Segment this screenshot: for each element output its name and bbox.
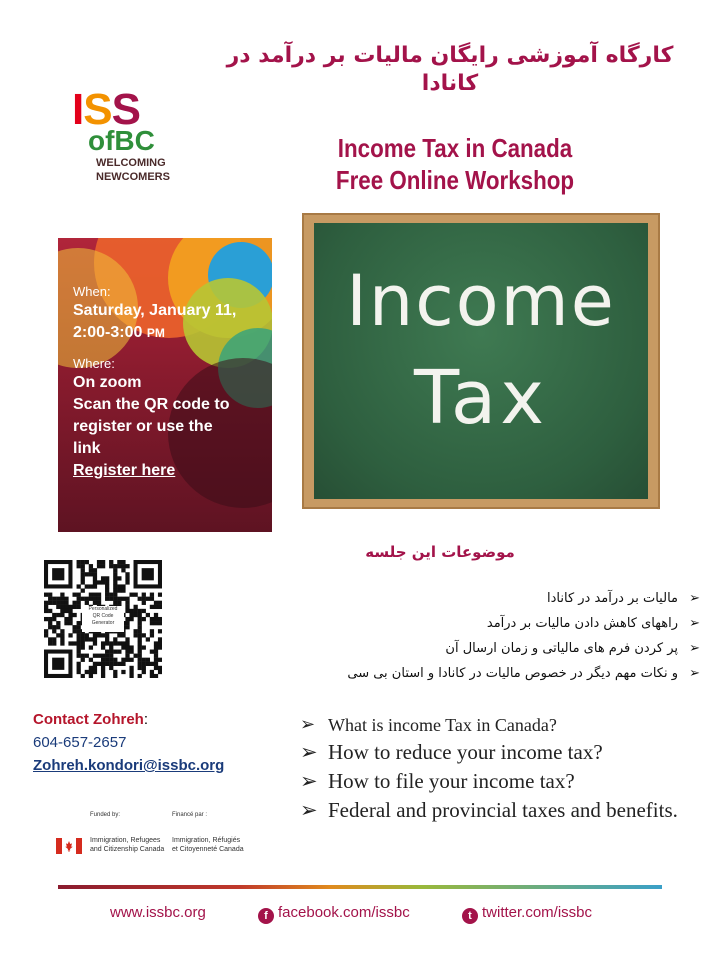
chalk-text-tax: Tax — [413, 355, 549, 441]
list-item: ➢ و نکات مهم دیگر در خصوص مالیات در کانادا و استان بی سی — [222, 661, 700, 686]
logo-tagline-line1: WELCOMING — [96, 157, 166, 169]
canada-flag-icon — [56, 838, 82, 854]
qr-code[interactable] — [44, 560, 162, 678]
dept-name-en: Immigration, Refugees and Citizenship Canada — [90, 837, 165, 853]
list-item: ➢ How to file your income tax? — [298, 767, 696, 796]
arrow-icon: ➢ — [300, 740, 318, 764]
twitter-link-text: twitter.com/issbc — [482, 904, 593, 921]
list-item: ➢ What is income Tax in Canada? — [298, 712, 696, 738]
chalkboard-surface — [314, 223, 648, 499]
contact-block — [33, 708, 263, 777]
where-label: Where: — [73, 356, 115, 371]
twitter-link[interactable] — [462, 904, 592, 924]
contact-colon: : — [143, 711, 149, 728]
logo-tagline-line2: NEWCOMERS — [96, 171, 170, 183]
dept-name-fr: Immigration, Réfugiés et Citoyenneté Canada — [172, 837, 244, 853]
list-item: ➢ مالیات بر درآمد در کانادا — [222, 586, 700, 611]
when-time-pm: PM — [146, 326, 165, 340]
topics-heading: موضوعات این جلسه — [365, 543, 515, 561]
arrow-icon: ➢ — [689, 666, 700, 681]
english-topics-list — [298, 712, 696, 825]
list-item: ➢ راههای کاهش دادن مالیات بر درآمد — [222, 611, 700, 636]
qr-caption-line1: Personalized — [88, 606, 118, 612]
arrow-icon: ➢ — [689, 641, 700, 656]
logo-letter-s1: S — [83, 85, 112, 134]
footer-color-stripe — [58, 885, 662, 889]
arrow-icon: ➢ — [689, 616, 700, 631]
twitter-icon: t — [462, 908, 478, 924]
funding-block — [54, 812, 274, 868]
logo-tagline — [96, 156, 170, 184]
finance-par-label: Financé par : — [172, 812, 208, 818]
issbc-logo — [70, 85, 180, 198]
persian-title: کارگاه آموزشی رایگان مالیات بر درآمد در کانادا — [226, 43, 674, 96]
logo-letter-i: I — [72, 85, 84, 134]
qr-caption-line3: Generator — [91, 620, 115, 626]
where-line-1: On zoom — [73, 374, 142, 391]
contact-email-link[interactable]: Zohreh.kondori@issbc.org — [33, 757, 225, 774]
when-time: 2:00-3:00 PM — [73, 324, 165, 341]
arrow-icon: ➢ — [300, 769, 318, 793]
facebook-link-text: facebook.com/issbc — [278, 904, 410, 921]
english-title-line1: Income Tax in Canada — [337, 133, 573, 163]
when-date: Saturday, January 11, — [73, 302, 237, 319]
event-info-panel — [58, 238, 272, 532]
english-title-line2: Free Online Workshop — [335, 165, 575, 195]
logo-letter-s2: S — [111, 85, 140, 134]
contact-name: Contact Zohreh — [33, 711, 144, 728]
facebook-link[interactable] — [258, 904, 410, 924]
list-item: ➢ پر کردن فرم های مالیاتی و زمان ارسال آن — [222, 636, 700, 661]
chalk-text-income: Income — [346, 260, 616, 342]
where-line-4: link — [73, 440, 101, 457]
register-link[interactable]: Register here — [73, 462, 176, 479]
arrow-icon: ➢ — [689, 591, 700, 606]
arrow-icon: ➢ — [300, 798, 318, 822]
logo-ofbc: ofBC — [88, 125, 155, 156]
where-line-2: Scan the QR code to — [73, 396, 230, 413]
chalkboard-image — [302, 213, 660, 509]
qr-caption — [82, 606, 124, 632]
footer — [58, 900, 662, 926]
facebook-icon: f — [258, 908, 274, 924]
english-title — [313, 132, 597, 196]
arrow-icon: ➢ — [300, 714, 316, 735]
when-label: When: — [73, 284, 111, 299]
list-item: ➢ Federal and provincial taxes and benefits. — [298, 796, 696, 825]
list-item: ➢ How to reduce your income tax? — [298, 738, 696, 767]
website-link[interactable]: www.issbc.org — [110, 904, 206, 921]
funded-by-label: Funded by: — [90, 812, 121, 818]
qr-caption-line2: QR Code — [92, 613, 114, 619]
persian-topics-list — [222, 586, 700, 686]
where-line-3: register or use the — [73, 418, 213, 435]
contact-phone: 604-657-2657 — [33, 734, 127, 751]
